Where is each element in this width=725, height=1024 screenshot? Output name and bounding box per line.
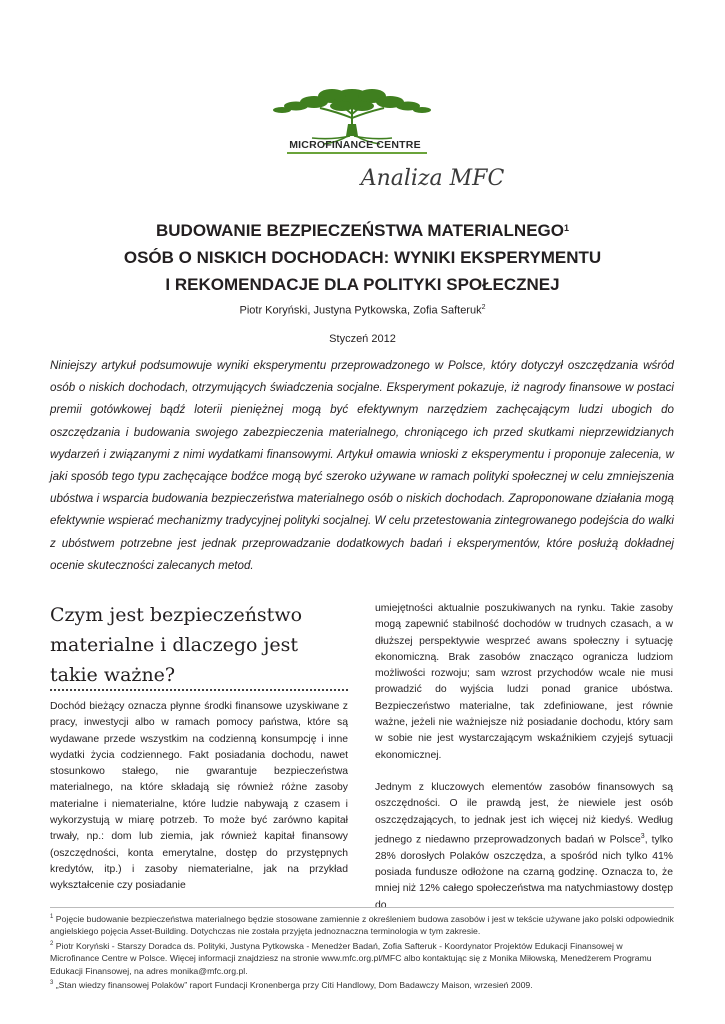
left-column bbox=[50, 699, 348, 895]
authors-footnote-ref: 2 bbox=[481, 304, 486, 311]
footnote-separator bbox=[50, 907, 674, 908]
publication-date: Styczeń 2012 bbox=[329, 333, 396, 345]
footnotes bbox=[50, 911, 674, 992]
section-divider bbox=[50, 689, 348, 691]
logo-name: MICROFINANCE CENTRE bbox=[289, 139, 421, 151]
footnote-3-num: 3 bbox=[50, 980, 54, 987]
footnote-2 bbox=[50, 938, 674, 977]
series-title: Analiza MFC bbox=[360, 166, 505, 191]
authors-text: Piotr Koryński, Justyna Pytkowska, Zofia Safteruk bbox=[239, 304, 482, 317]
left-paragraph-1: Dochód bieżący oznacza płynne środki finansowe uzyskiwane z pracy, inwestycji albo w ramach pomocy państwa, które są wydawane przede wszystkim na codzienną konsumpcję i inne wydatki życia codziennego. Fakt posiadania dochodu, nawet stosunkowo stałego, nie gwarantuje bezpieczeństwa materialnego, na które składają się również różne zasoby materialne i niematerialne, które ludzie nabywają z czasem i wykorzystują w miarę potrzeb. To może być zarówno kapitał trwały, np.: dom lub ziemia, jak również kapitał finansowy (oszczędności, konta emerytalne, dostęp do przystępnych kredytów, itp.) i zasoby niematerialne, jak na przykład wykształcenie czy posiadanie bbox=[50, 701, 348, 892]
footnote-3-text: „Stan wiedzy finansowej Polaków” raport Fundacji Kronenberga przy Citi Handlowy, Dom Badawczy Maison, wrzesień 2009. bbox=[53, 980, 533, 991]
right-paragraph-2-a: Jednym z kluczowych elementów zasobów finansowych są oszczędności. O ile prawdą jest, że niewiele jest osób oszczędzających, to jednak jest ich więcej niż kiedyś. Według jednego z niedawno przeprowadzonych badań w Polsce bbox=[375, 781, 673, 846]
right-paragraph-2 bbox=[375, 780, 673, 914]
right-column bbox=[375, 601, 673, 914]
footnote-ref-3: 3 bbox=[640, 832, 645, 840]
footnote-1-text: Pojęcie budowanie bezpieczeństwa materialnego będzie stosowane zamiennie z określeniem budowa zasobów i jest w tekście używane jako polski odpowiednik angielskiego pojęcia Asset-Building. Dotychczas nie została przyjęta jednoznaczna terminologia w tym zakresie. bbox=[50, 913, 674, 937]
title-line-3: I REKOMENDACJE DLA POLITYKI SPOŁECZNEJ bbox=[165, 275, 560, 294]
footnote-1 bbox=[50, 911, 674, 938]
footnote-1-num: 1 bbox=[50, 914, 54, 920]
footnote-2-num: 2 bbox=[50, 940, 54, 947]
logo-divider bbox=[287, 152, 427, 154]
footnote-3 bbox=[50, 977, 674, 991]
abstract: Niniejszy artykuł podsumowuje wyniki eksperymentu przeprowadzonego w Polsce, który dotyczył oszczędzania wśród osób o niskich dochodach, otrzymujących świadczenia socjalne. Eksperyment pokazuje, iż nagrody finansowe w postaci premii gotówkowej bądź loterii pieniężnej mogą być efektywnym narzędziem zachęcającym ludzi ubogich do oszczędzania i budowania swojego zabezpieczenia materialnego, chroniącego ich przed skutkami nieprzewidzianych wydarzeń i związanymi z nimi wydatkami finansowymi. Artykuł omawia wnioski z eksperymentu i proponuje zalecenia, w jaki sposób tego typu zachęcające bodźce mogą być szeroko używane w ramach polityki społecznej w celu zmniejszenia ubóstwa i wsparcia budowania bezpieczeństwa materialnego osób o niskich dochodach. Zaproponowane działania mogą efektywnie wspierać mechanizmy tradycyjnej polityki socjalnej. W celu przetestowania zintegrowanego podejścia do walki z ubóstwem potrzebne jest jednak przeprowadzanie dodatkowych badań i eksperymentów, które posłużą dokładnej ocenie skuteczności zalecanych metod. bbox=[50, 359, 674, 572]
title-line-1: BUDOWANIE BEZPIECZEŃSTWA MATERIALNEGO bbox=[155, 221, 564, 240]
title-footnote-ref: 1 bbox=[563, 223, 569, 233]
title-line-2: OSÓB O NISKICH DOCHODACH: WYNIKI EKSPERYMENTU bbox=[123, 248, 602, 267]
footnote-2-text: Piotr Koryński - Starszy Doradca ds. Polityki, Justyna Pytkowska - Menedżer Badań, Zofia Safteruk - Koordynator Projektów Edukacji Finansowej w Microfinance Centre w Polsce. Więcej informacji znajdziesz na stronie www.mfc.org.pl/MFC albo kontaktując się z Monika Miłowską, Menedżerem Programu Edukacji Finansowej, na adres monika@mfc.org.pl. bbox=[50, 940, 652, 976]
document-title bbox=[0, 217, 725, 298]
right-paragraph-2-b: , tylko 28% dorosłych Polaków oszczędza, a spośród nich tylko 41% posiada fundusze odłożone na czarną godzinę. Oznacza to, że mniej niż 12% całego społeczeństwa ma natychmiastowy dostęp do bbox=[375, 834, 673, 911]
right-paragraph-1: umiejętności aktualnie poszukiwanych na rynku. Takie zasoby mogą zapewnić stabilność dochodów w trudnych czasach, a w dłuższej perspektywie wesprzeć awans społeczny i sytuację ekonomiczną. Brak zasobów znacząco ogranicza ludziom możliwości rozwoju; sam wzrost przychodów wcale nie musi prowadzić do wyjścia ludzi ponad granice ubóstwa. Bezpieczeństwo materialne, tak zdefiniowane, jest równie ważne, jeżeli nie ważniejsze niż posiadanie dochodu, który sam w sobie nie jest wystarczającym wskaźnikiem czyjejś sytuacji ekonomicznej. bbox=[375, 603, 673, 761]
authors bbox=[0, 304, 725, 317]
section-heading: Czym jest bezpieczeństwo materialne i dlaczego jest takie ważne? bbox=[50, 604, 303, 686]
